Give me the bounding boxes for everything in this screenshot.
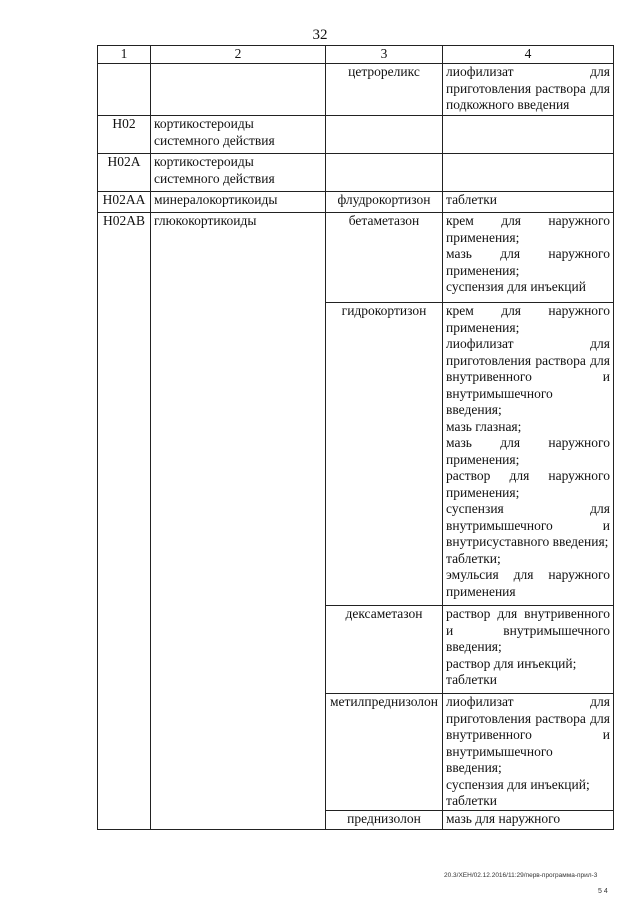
dosage-form: крем для наружного применения; (446, 303, 610, 335)
group-cell: кортикостероиды системного действия (151, 154, 326, 192)
dosage-form: таблетки (446, 192, 498, 207)
dosage-form: раствор для наружного применения; (446, 468, 610, 500)
forms-cell (443, 606, 614, 694)
header-cell: 3 (326, 46, 443, 64)
drug-table (97, 45, 614, 830)
header-cell: 4 (443, 46, 614, 64)
dosage-form: суспензия для инъекций; (446, 776, 590, 792)
atc-code-cell (98, 64, 151, 116)
group-cell: глюкокортикоиды (151, 213, 326, 830)
dosage-form: таблетки; (446, 550, 501, 566)
dosage-form: таблетки (446, 672, 498, 687)
forms-cell (443, 64, 614, 116)
dosage-form: лиофилизат для приготовления раствора для внутривенного и внутримышечного введения; (446, 336, 610, 417)
page-number: 32 (312, 27, 328, 43)
dosage-form: мазь глазная; (446, 418, 522, 434)
drug-cell: метилпреднизолон (326, 694, 443, 811)
header-cell: 2 (151, 46, 326, 64)
forms-cell (443, 116, 614, 154)
drug-cell (326, 154, 443, 192)
forms-cell (443, 213, 614, 303)
group-cell: кортикостероиды системного действия (151, 116, 326, 154)
dosage-form: таблетки (446, 793, 498, 808)
group-cell: минералокортикоиды (151, 192, 326, 213)
dosage-form: эмульсия для наружного применения (446, 567, 610, 599)
dosage-form: лиофилизат для приготовления раствора для внутривенного и внутримышечного введения; (446, 694, 610, 775)
dosage-form: лиофилизат для приготовления раствора для подкожного введения (446, 64, 610, 112)
dosage-form: раствор для внутривенного и внутримышечного введения; (446, 606, 610, 654)
drug-cell: флудрокортизон (326, 192, 443, 213)
dosage-form: мазь для наружного применения; (446, 246, 610, 278)
drug-cell: бетаметазон (326, 213, 443, 303)
dosage-form: суспензия для инъекций (446, 279, 586, 294)
footer-mark: 5 4 (598, 888, 608, 895)
drug-cell: цетрореликс (326, 64, 443, 116)
dosage-form: крем для наружного применения; (446, 213, 610, 245)
table-header-row (98, 46, 614, 64)
table-row (98, 213, 614, 303)
dosage-form: мазь для наружного применения; (446, 435, 610, 467)
drug-cell (326, 116, 443, 154)
drug-cell: дексаметазон (326, 606, 443, 694)
forms-cell (443, 811, 614, 830)
table-row (98, 64, 614, 116)
atc-code-cell: H02AB (98, 213, 151, 830)
drug-cell: гидрокортизон (326, 303, 443, 606)
forms-cell (443, 303, 614, 606)
atc-code-cell: H02AA (98, 192, 151, 213)
group-cell (151, 64, 326, 116)
footer-reference: 20.3/ХЕН/02.12.2016/11:29/перв-программа-прил-3 (444, 872, 598, 879)
dosage-form: раствор для инъекций; (446, 655, 577, 671)
atc-code-cell: H02A (98, 154, 151, 192)
table-row (98, 154, 614, 192)
dosage-form: мазь для наружного (446, 811, 561, 826)
header-cell: 1 (98, 46, 151, 64)
forms-cell (443, 154, 614, 192)
forms-cell (443, 192, 614, 213)
atc-code-cell: H02 (98, 116, 151, 154)
table-row (98, 192, 614, 213)
drug-cell: преднизолон (326, 811, 443, 830)
dosage-form: суспензия для внутримышечного и внутрисуставного введения; (446, 501, 610, 549)
table-row (98, 116, 614, 154)
forms-cell (443, 694, 614, 811)
